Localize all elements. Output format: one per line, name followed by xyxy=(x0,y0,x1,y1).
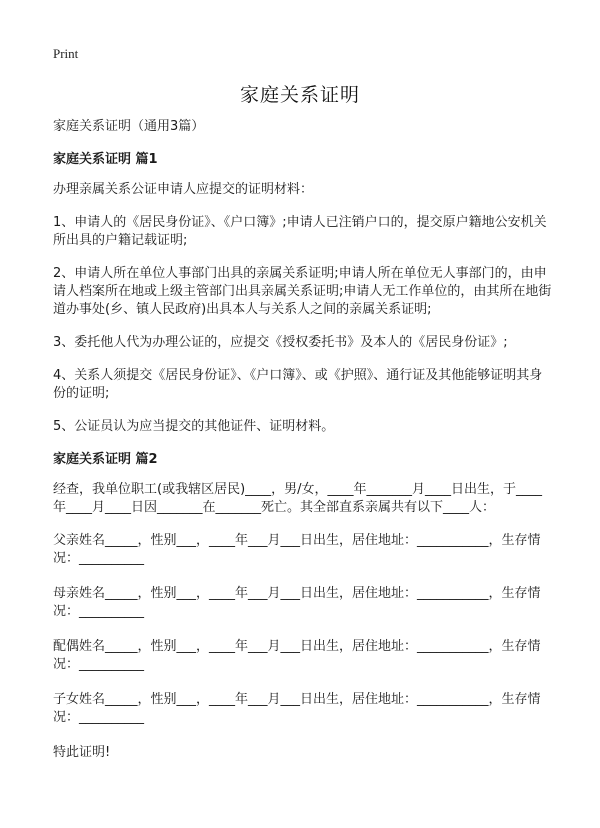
document-title: 家庭关系证明 xyxy=(239,84,360,106)
form-row-spouse: 配偶姓名_____，性别___，____年___月___日出生，居住地址：___________，生存情况：__________ xyxy=(53,639,541,672)
print-link[interactable]: Print xyxy=(53,46,79,61)
document-body xyxy=(53,118,553,777)
form-row-mother: 母亲姓名_____，性别___，____年___月___日出生，居住地址：___________，生存情况：__________ xyxy=(53,586,541,619)
paragraph: 办理亲属关系公证申请人应提交的证明材料： xyxy=(53,182,314,197)
list-item: 2、申请人所在单位人事部门出具的亲属关系证明;申请人所在单位无人事部门的，由申请人档案所在地或上级主管部门出具亲属关系证明;申请人无工作单位的，由其所在地街道办事处(乡、镇人民政府)出具本人与关系人之间的亲属关系证明; xyxy=(53,266,552,317)
document-subtitle: 家庭关系证明（通用3篇） xyxy=(53,119,205,134)
closing-statement: 特此证明! xyxy=(53,745,111,760)
form-row-child: 子女姓名_____，性别___，____年___月___日出生，居住地址：___________，生存情况：__________ xyxy=(53,692,541,725)
form-row-father: 父亲姓名_____，性别___，____年___月___日出生，居住地址：___________，生存情况：__________ xyxy=(53,533,541,566)
list-item: 1、申请人的《居民身份证》、《户口簿》;申请人已注销户口的，提交原户籍地公安机关所出具的户籍记载证明; xyxy=(53,215,547,248)
list-item: 5、公证员认为应当提交的其他证件、证明材料。 xyxy=(53,419,335,434)
paragraph: 经查，我单位职工(或我辖区居民)____，男/女，____年_______月____日出生，于____年____月____日因_______在_______死亡。其全部直系亲属共有以下____人： xyxy=(53,482,543,515)
section-heading: 家庭关系证明 篇2 xyxy=(53,452,158,467)
list-item: 3、委托他人代为办理公证的，应提交《授权委托书》及本人的《居民身份证》; xyxy=(53,335,508,350)
list-item: 4、关系人须提交《居民身份证》、《户口簿》、或《护照》、通行证及其他能够证明其身份的证明; xyxy=(53,368,543,401)
section-heading: 家庭关系证明 篇1 xyxy=(53,152,158,167)
